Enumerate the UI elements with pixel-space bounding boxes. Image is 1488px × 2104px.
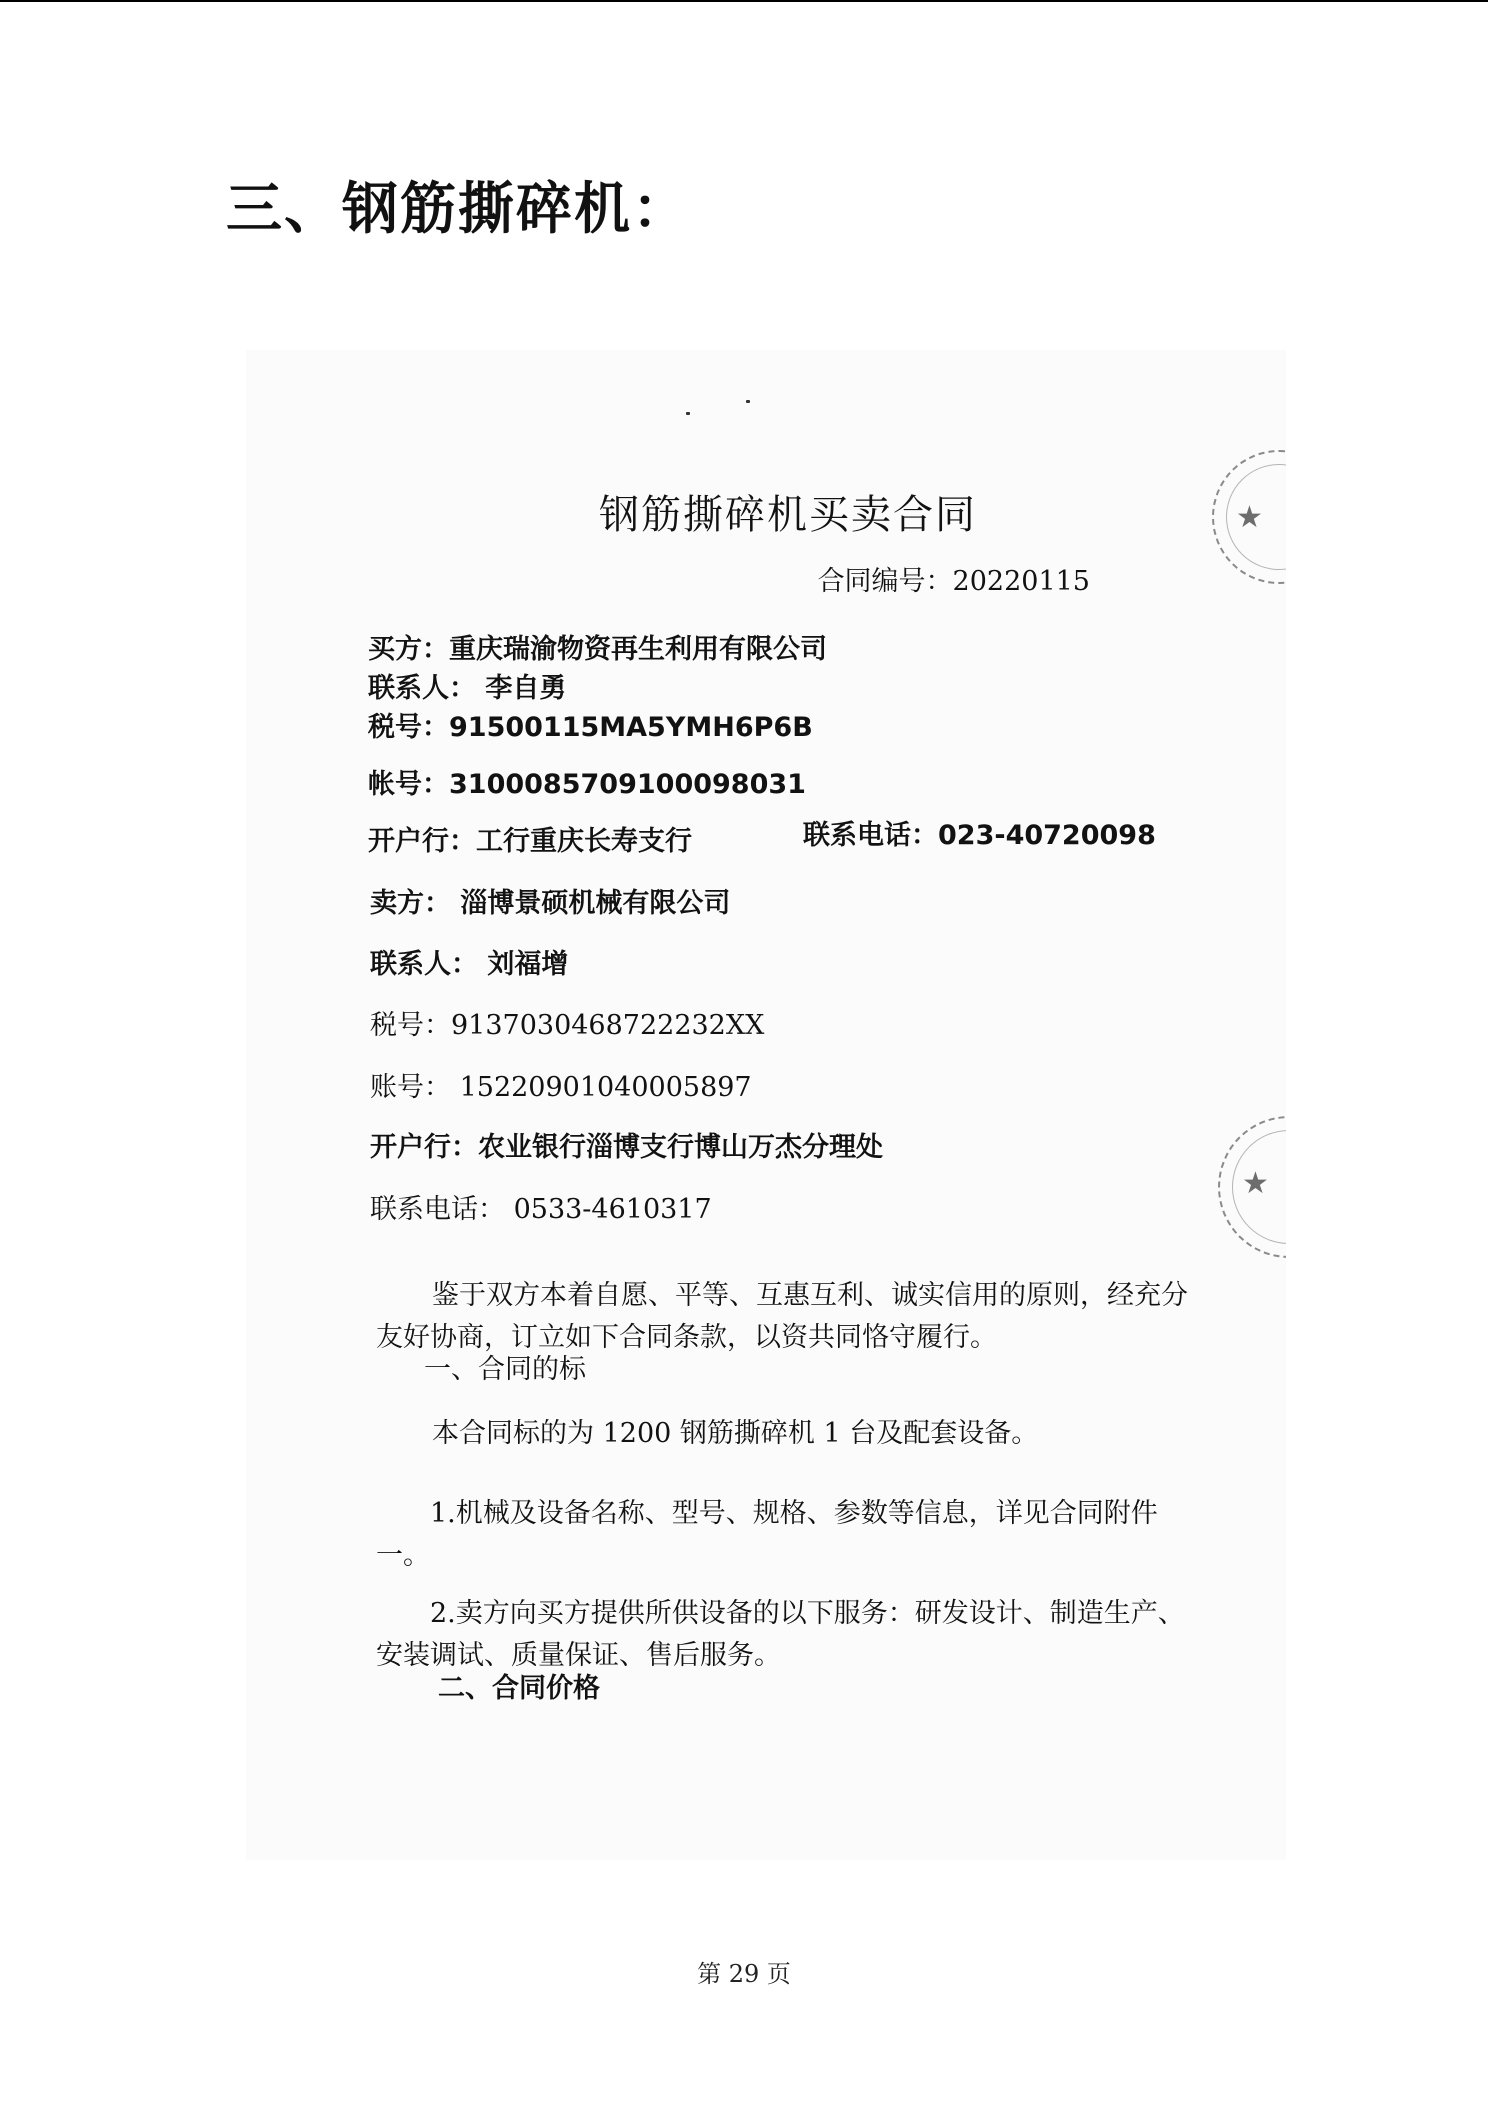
section-1-title: 一、合同的标 (424, 1354, 586, 1385)
seller-phone: 联系电话： 0533-4610317 (370, 1194, 712, 1225)
seller-tax-id: 税号：9137030468722232XX (370, 1010, 765, 1041)
buyer-account-label: 帐号： (368, 769, 449, 800)
seller-contact: 联系人： 刘福增 (370, 949, 569, 980)
page-number: 第 29 页 (697, 1960, 791, 1988)
buyer-account (368, 771, 806, 798)
buyer-account-value: 3100085709100098031 (449, 769, 806, 800)
buyer-phone-value: 023-40720098 (938, 820, 1156, 851)
buyer-tax-value: 91500115MA5YMH6P6B (449, 712, 813, 743)
contract-number: 合同编号：20220115 (817, 566, 1090, 597)
item-2-paragraph: 2.卖方向买方提供所供设备的以下服务：研发设计、制造生产、安装调试、质量保证、售后服务。 (376, 1598, 1185, 1671)
page-top-border (0, 0, 1488, 2)
item-1-paragraph: 1.机械及设备名称、型号、规格、参数等信息，详见合同附件一。 (376, 1498, 1158, 1571)
contract-title: 钢筋撕碎机买卖合同 (599, 492, 977, 538)
company-seal-stamp (1212, 450, 1286, 584)
buyer-phone (803, 822, 1156, 849)
seller-account: 账号： 15220901040005897 (370, 1072, 752, 1103)
buyer-tax-id (368, 714, 813, 741)
scan-speck (746, 400, 750, 403)
seal-star-icon: ★ (1236, 500, 1263, 535)
intro-paragraph: 鉴于双方本着自愿、平等、互惠互利、诚实信用的原则，经充分友好协商，订立如下合同条款，以资共同恪守履行。 (376, 1280, 1188, 1353)
scanned-contract-page (246, 350, 1286, 1860)
buyer-tax-label: 税号： (368, 712, 449, 743)
buyer-bank: 开户行：工行重庆长寿支行 (368, 826, 692, 857)
section-1-text: 本合同标的为 1200 钢筋撕碎机 1 台及配套设备。 (432, 1418, 1039, 1449)
seller-name: 卖方： 淄博景硕机械有限公司 (370, 888, 731, 919)
buyer-contact: 联系人： 李自勇 (368, 673, 567, 704)
company-seal-stamp (1218, 1116, 1286, 1258)
buyer-phone-label: 联系电话： (803, 820, 938, 851)
buyer-name: 买方：重庆瑞渝物资再生利用有限公司 (368, 634, 827, 665)
seller-bank: 开户行：农业银行淄博支行博山万杰分理处 (370, 1132, 883, 1163)
section-heading: 三、钢筋撕碎机： (226, 177, 690, 242)
scan-speck (686, 412, 690, 415)
section-2-title: 二、合同价格 (438, 1673, 600, 1704)
seal-star-icon: ★ (1242, 1166, 1269, 1201)
